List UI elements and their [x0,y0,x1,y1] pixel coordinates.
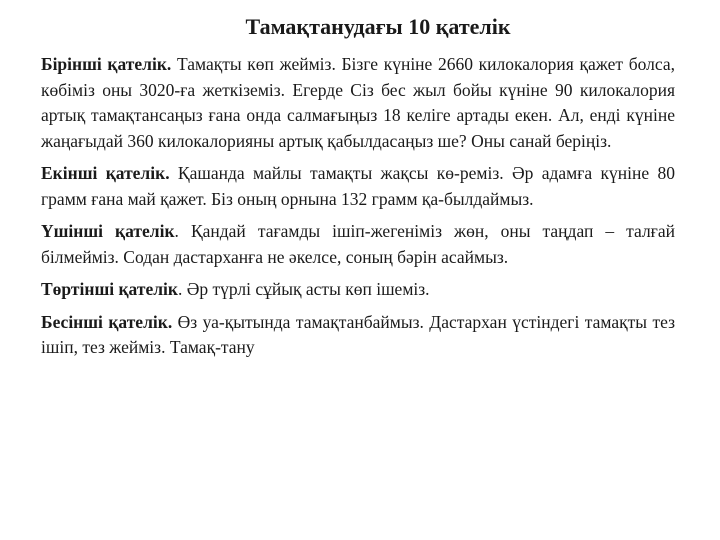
paragraph-mistake-1 [41,52,675,154]
paragraph-lead: Бесінші қателік. [41,311,173,332]
paragraph-text: Өз уа-қытында тамақтанбаймыз. Дастархан үстіндегі тамақты тез ішіп, тез жейміз. Тамақ-тану [41,311,676,357]
paragraph-lead: Төртінші қателік [41,279,178,299]
paragraph-lead: Екінші қателік. [41,163,170,183]
paragraph-text: Қашанда майлы тамақты жақсы кө-реміз. Әр адамға күніне 80 грамм ғана май қажет. Біз оның орнына 132 грамм қа-былдаймыз. [41,163,675,209]
paragraph-lead: Үшінші қателік [41,221,175,241]
slide-title: Тамақтанудағы 10 қателік [245,14,511,39]
paragraph-mistake-4 [41,277,675,303]
paragraph-lead: Бірінші қателік. [41,54,172,74]
paragraph-mistake-2 [41,161,675,212]
paragraph-text: . Әр түрлі сұйық асты көп ішеміз. [177,279,430,299]
paragraph-mistake-5 [41,310,675,361]
paragraph-text: Тамақты көп жейміз. Бізге күніне 2660 килокалория қажет болса, көбіміз оны 3020-ға жеткіземіз. Егерде Сіз бес жыл бойы күніне 90 килокалория артық тамақтансаңыз ғана онда салмағыңыз 18 келіге артады екен. Ал, енді күніне жаңағыдай 360 килокалорияны артық қабылдасаңыз ше? Оны санай беріңіз. [41,54,675,151]
paragraph-mistake-3 [41,219,675,270]
paragraph-text: . Қандай тағамды ішіп-жегеніміз жөн, оны таңдап – талғай білмейміз. Содан дастарханға не әкелсе, соның бәрін асаймыз. [41,221,675,267]
